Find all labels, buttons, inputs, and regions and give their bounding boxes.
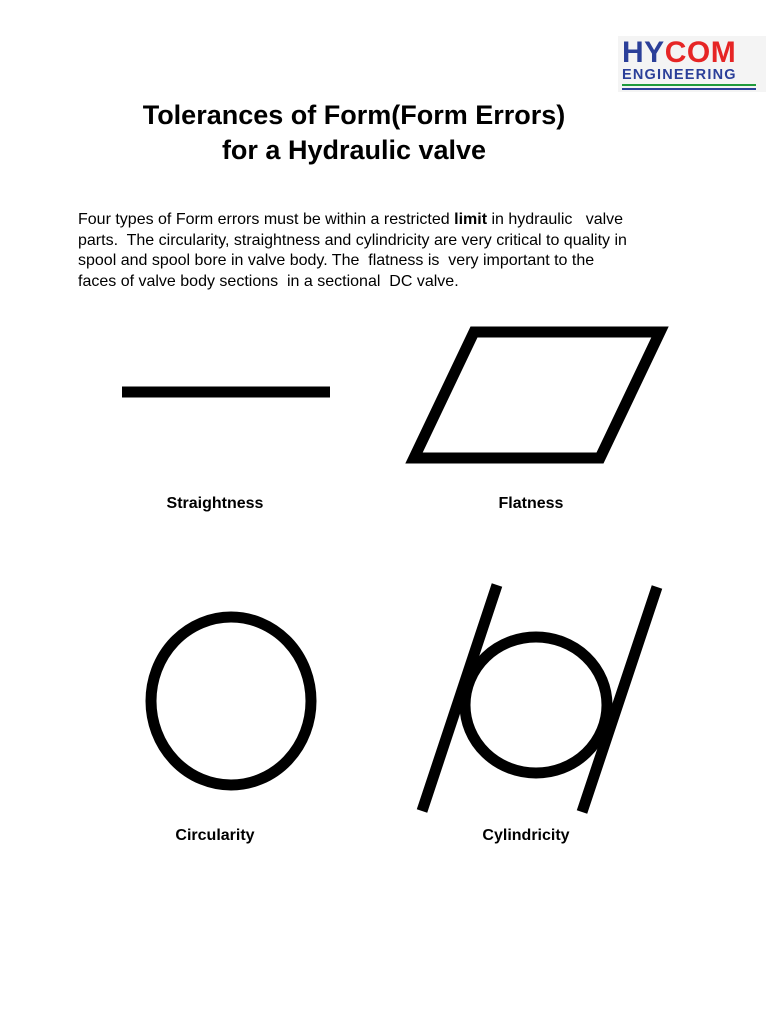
cylindricity-symbol-icon bbox=[410, 578, 672, 820]
hycom-engineering-logo bbox=[618, 36, 766, 92]
logo-rule-top bbox=[622, 84, 756, 86]
flatness-symbol-icon bbox=[400, 320, 676, 472]
straightness-symbol-icon bbox=[118, 380, 334, 404]
logo-subtitle: ENGINEERING bbox=[622, 67, 737, 83]
logo-rule-bottom bbox=[622, 88, 756, 90]
intro-line-1 bbox=[78, 210, 698, 231]
page-title bbox=[100, 98, 608, 168]
intro-line-4: faces of valve body sections in a sectional DC valve. bbox=[78, 272, 459, 290]
circularity-caption: Circularity bbox=[175, 827, 255, 844]
intro-paragraph bbox=[78, 210, 698, 292]
page-title-line-2: for a Hydraulic valve bbox=[221, 135, 487, 165]
logo-name-prefix: HY bbox=[622, 36, 665, 69]
intro-line-3: spool and spool bore in valve body. The flatness is very important to the bbox=[78, 252, 595, 269]
intro-limit-keyword: limit bbox=[454, 211, 488, 228]
logo-name bbox=[622, 38, 736, 68]
flatness-caption: Flatness bbox=[498, 495, 564, 512]
circularity-symbol-icon bbox=[138, 604, 324, 798]
logo-name-suffix: COM bbox=[664, 36, 737, 69]
straightness-caption: Straightness bbox=[166, 495, 264, 512]
cylindricity-caption: Cylindricity bbox=[482, 827, 570, 844]
intro-line-1-start: Four types of Form errors must be within a restricted bbox=[78, 211, 455, 228]
page-title-line-1: Tolerances of Form(Form Errors) bbox=[142, 100, 566, 130]
intro-line-2: parts. The circularity, straightness and cylindricity are very critical to quality in bbox=[78, 231, 627, 249]
intro-line-1-end: in hydraulic valve bbox=[487, 211, 624, 228]
